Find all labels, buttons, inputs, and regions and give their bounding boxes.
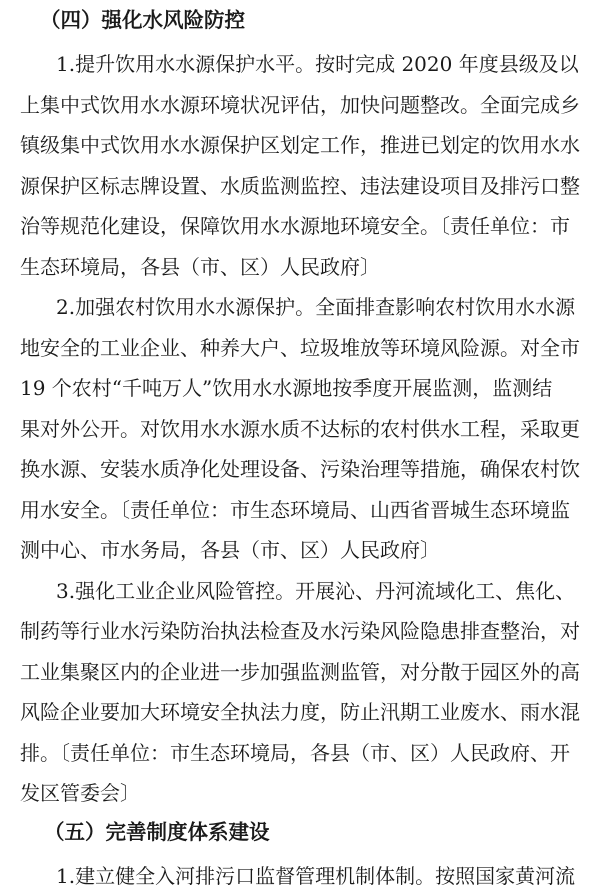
paragraph-line: 治等规范化建设，保障饮用水水源地环境安全。〔责任单位：市 — [20, 206, 592, 247]
paragraph-line: 工业集聚区内的企业进一步加强监测监管，对分散于园区外的高 — [20, 652, 592, 693]
paragraph-line: 源保护区标志牌设置、水质监测监控、违法建设项目及排污口整 — [20, 166, 592, 207]
paragraph-line: 1.建立健全入河排污口监督管理机制体制。按照国家黄河流 — [20, 856, 592, 896]
paragraph-line: 发区管委会〕 — [20, 773, 592, 814]
section-heading-5: （五）完善制度体系建设 — [20, 818, 592, 846]
paragraph-line: 生态环境局，各县（市、区）人民政府〕 — [20, 247, 592, 288]
paragraph-line: 2.加强农村饮用水水源保护。全面排查影响农村饮用水水源 — [20, 287, 592, 328]
paragraph-line: 地安全的工业企业、种养大户、垃圾堆放等环境风险源。对全市 — [20, 328, 592, 369]
paragraph-line: 1.提升饮用水水源保护水平。按时完成 2020 年度县级及以 — [20, 44, 592, 85]
section-heading-4: （四）强化水风险防控 — [20, 6, 592, 34]
paragraph-line: 制药等行业水污染防治执法检查及水污染风险隐患排查整治，对 — [20, 611, 592, 652]
paragraph-rural-water-source — [20, 287, 592, 571]
paragraph-line: 排。〔责任单位：市生态环境局，各县（市、区）人民政府、开 — [20, 733, 592, 774]
paragraph-industrial-risk — [20, 571, 592, 814]
paragraph-line: 用水安全。〔责任单位：市生态环境局、山西省晋城生态环境监 — [20, 490, 592, 531]
paragraph-line: 换水源、安装水质净化处理设备、污染治理等措施，确保农村饮 — [20, 449, 592, 490]
paragraph-line: 19 个农村“千吨万人”饮用水水源地按季度开展监测，监测结 — [20, 368, 592, 409]
paragraph-sewage-outlet — [20, 856, 592, 896]
paragraph-drinking-water-source — [20, 44, 592, 287]
paragraph-line: 镇级集中式饮用水水源保护区划定工作，推进已划定的饮用水水 — [20, 125, 592, 166]
paragraph-line: 上集中式饮用水水源环境状况评估，加快问题整改。全面完成乡 — [20, 85, 592, 126]
paragraph-line: 风险企业要加大环境安全执法力度，防止汛期工业废水、雨水混 — [20, 692, 592, 733]
paragraph-line: 3.强化工业企业风险管控。开展沁、丹河流域化工、焦化、 — [20, 571, 592, 612]
paragraph-line: 测中心、市水务局，各县（市、区）人民政府〕 — [20, 530, 592, 571]
paragraph-line: 果对外公开。对饮用水水源水质不达标的农村供水工程，采取更 — [20, 409, 592, 450]
